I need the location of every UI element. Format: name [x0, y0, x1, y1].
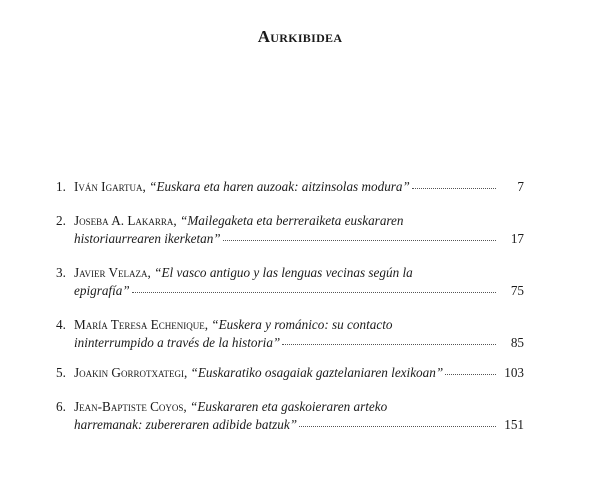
entry-page-number: 151 [504, 417, 524, 432]
entry-title-continued: epigrafía” [74, 283, 130, 298]
entry-title: “Mailegaketa eta berreraiketa euskararen [179, 213, 404, 228]
entry-title: “El vasco antiguo y las lenguas vecinas según la [154, 265, 413, 280]
entry-page-number: 17 [510, 231, 524, 246]
dot-leader [132, 292, 496, 293]
entry-line [74, 230, 496, 248]
entry-title: “Euskera y románico: su contacto [211, 317, 393, 332]
entry-number: 2. [56, 213, 66, 228]
entry-number: 5. [56, 365, 66, 380]
entry-line [74, 264, 496, 282]
entry-author: Joakin Gorrotxategi [74, 365, 184, 380]
entry-page-number: 103 [504, 365, 524, 380]
entry-title: “Euskara eta haren auzoak: aitzinsolas modura” [149, 179, 410, 194]
author-separator: , [147, 265, 155, 280]
dot-leader [299, 426, 496, 427]
entry-number: 3. [56, 265, 66, 280]
entry-body [74, 316, 496, 352]
entry-body [74, 398, 496, 434]
author-separator: , [142, 179, 150, 194]
entry-line [74, 334, 496, 352]
entry-page-number: 75 [510, 283, 524, 298]
entry-author: Iván Igartua [74, 179, 143, 194]
entry-line [74, 416, 496, 434]
entry-line [74, 364, 496, 382]
entry-title: “Euskararen eta gaskoieraren arteko [190, 399, 388, 414]
dot-leader [223, 240, 496, 241]
entry-line [74, 316, 496, 334]
entry-number: 6. [56, 399, 66, 414]
entry-author: Javier Velaza [74, 265, 148, 280]
author-separator: , [204, 317, 212, 332]
entry-page-number: 85 [510, 335, 524, 350]
entry-line [74, 282, 496, 300]
entry-line [74, 178, 496, 196]
entry-author: Jean-Baptiste Coyos [74, 399, 184, 414]
entry-number: 1. [56, 179, 66, 194]
author-separator: , [183, 365, 191, 380]
entry-body [74, 212, 496, 248]
author-separator: , [183, 399, 191, 414]
dot-leader [282, 344, 496, 345]
entry-title: “Euskaratiko osagaiak gaztelaniaren lexikoan” [190, 365, 444, 380]
entry-title-continued: harremanak: zubereraren adibide batzuk” [74, 417, 298, 432]
author-separator: , [173, 213, 180, 228]
entry-title-continued: historiaurrearen ikerketan” [74, 231, 221, 246]
entry-page-number: 7 [517, 179, 524, 194]
entry-body [74, 364, 496, 382]
entry-author: Joseba A. Lakarra [74, 213, 174, 228]
entry-author: María Teresa Echenique [74, 317, 205, 332]
entry-line [74, 212, 496, 230]
entry-body [74, 178, 496, 196]
entry-number: 4. [56, 317, 66, 332]
entry-title-continued: ininterrumpido a través de la historia” [74, 335, 281, 350]
page-title: Aurkibidea [257, 27, 343, 46]
entry-line [74, 398, 496, 416]
entry-body [74, 264, 496, 300]
